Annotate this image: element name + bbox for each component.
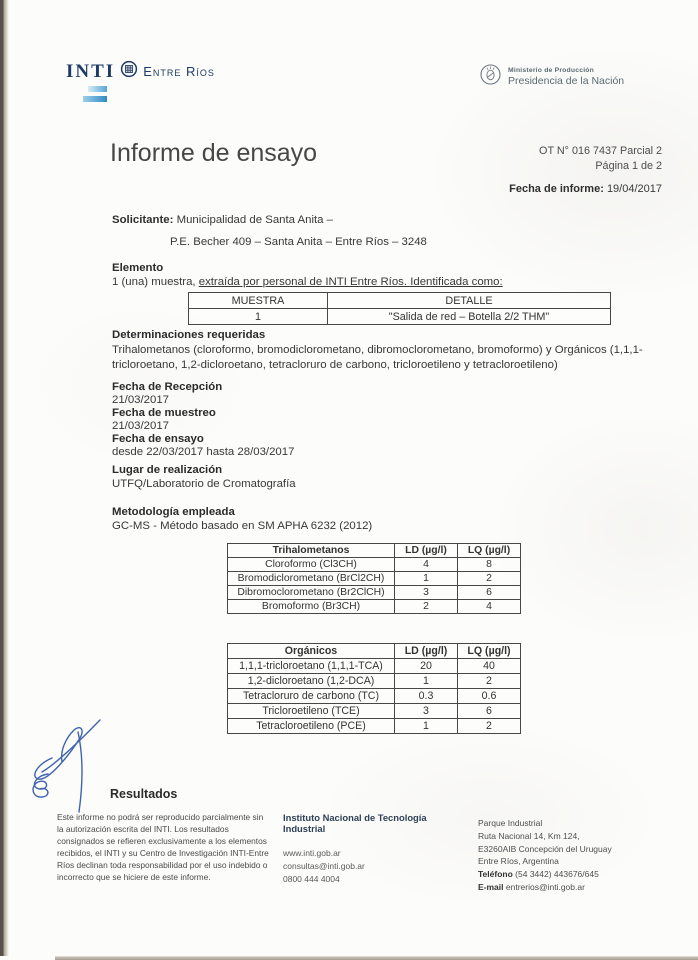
determinaciones-text: Trihalometanos (cloroformo, bromodiclorometano, dibromoclorometano, bromoformo) y Orgánicos (1,1,1-tricloroetano, 1,2-dicloroetano, tetracloruro de carbono, tricloroetileno y tetracloroetileno): [112, 344, 643, 371]
table-row: [228, 704, 521, 719]
table-row: [228, 689, 521, 704]
footer-org-block: [283, 812, 463, 887]
elemento-text: 1 (una) muestra, extraída por personal de INTI Entre Ríos. Identificada como:: [112, 276, 503, 288]
ministry-block: [479, 63, 624, 91]
table-cell: 1: [395, 719, 458, 734]
fecha-muestreo-label: Fecha de muestreo: [112, 407, 216, 419]
table-header-cell: MUESTRA: [189, 293, 328, 309]
fecha-recepcion-label: Fecha de Recepción: [112, 381, 223, 393]
table-header-row: [228, 544, 521, 558]
organicos-table: [227, 643, 521, 734]
footer-address-block: [478, 817, 678, 894]
table-row: [228, 659, 521, 674]
table-cell: 2: [458, 674, 521, 689]
footer-disclaimer: Este informe no podrá ser reproducido parcialmente sin la autorización escrita del INTI. Los resultados consignados se refieren exclusivamente a los elementos recibidos, el INTI y su Centro de Investigación INTI-Entre Ríos declinan toda responsabilidad por el uso indebido o incorrecto que se hiciere de este informe.: [57, 812, 269, 882]
fecha-ensayo-label: Fecha de ensayo: [112, 433, 204, 445]
fecha-muestreo-value: 21/03/2017: [112, 420, 170, 432]
footer-phone: Teléfono (54 3442) 443676/645: [478, 869, 599, 879]
report-date-value: 19/04/2017: [606, 183, 662, 195]
table-cell: 3: [395, 704, 458, 719]
table-cell: 2: [395, 600, 458, 614]
ministry-line1: Ministerio de Producción: [508, 67, 594, 74]
table-header-cell: LQ (µg/l): [458, 644, 521, 659]
table-row: [228, 719, 521, 734]
footer-website: www.inti.gob.ar: [283, 848, 341, 858]
footer-email: E-mail entrerios@inti.gob.ar: [478, 881, 585, 892]
table-cell: 1: [395, 572, 458, 586]
table-row: [228, 558, 521, 572]
table-cell: Bromodiclorometano (BrCl2CH): [228, 572, 395, 586]
page-title: Informe de ensayo: [110, 139, 318, 167]
fecha-recepcion-value: 21/03/2017: [112, 394, 170, 406]
solicitante-line1: Solicitante: Municipalidad de Santa Anita –: [112, 214, 333, 226]
table-cell: Dibromoclorometano (Br2ClCH): [228, 586, 395, 600]
footer-phone-general: 0800 444 4004: [283, 874, 340, 885]
table-cell: 2: [458, 719, 521, 734]
table-cell: 4: [395, 558, 458, 572]
table-cell: Tricloroetileno (TCE): [228, 704, 395, 719]
table-header-row: [189, 293, 611, 309]
table-cell: 1,1,1-tricloroetano (1,1,1-TCA): [228, 659, 395, 674]
logo-bar-bottom: [83, 96, 107, 102]
metodologia-heading: Metodología empleada: [112, 506, 235, 518]
page-number: Página 1 de 2: [595, 159, 662, 172]
scan-edge-bottom: [55, 956, 698, 960]
footer-address-line: Ruta Nacional 14, Km 124,: [478, 830, 580, 841]
table-cell: 0.6: [458, 689, 521, 704]
table-header-cell: Orgánicos: [228, 644, 395, 659]
resultados-heading: Resultados: [110, 787, 178, 801]
table-cell: 1: [189, 309, 328, 325]
footer-address-line: Entre Ríos, Argentina: [478, 856, 559, 867]
muestra-table: [188, 292, 611, 325]
table-cell: Tetracloruro de carbono (TC): [228, 689, 395, 704]
logo-bar-top: [88, 86, 107, 92]
table-header-row: [228, 644, 521, 659]
table-cell: 40: [458, 659, 521, 674]
table-cell: 0.3: [395, 689, 458, 704]
ministry-line2: Presidencia de la Nación: [508, 75, 625, 87]
fecha-ensayo-value: desde 22/03/2017 hasta 28/03/2017: [112, 446, 295, 458]
table-cell: "Salida de red – Botella 2/2 THM": [328, 309, 611, 325]
table-cell: 20: [395, 659, 458, 674]
metodologia-value: GC-MS - Método basado en SM APHA 6232 (2012): [112, 520, 373, 532]
footer-org-name: Instituto Nacional de Tecnología Industrial: [283, 812, 427, 834]
footer-address-line: E3260AIB Concepción del Uruguay: [478, 843, 612, 854]
table-cell: 6: [458, 704, 521, 719]
report-date: [509, 183, 662, 195]
inti-region-text: Entre Ríos: [143, 64, 215, 79]
table-row: [228, 674, 521, 689]
elemento-heading: Elemento: [112, 262, 164, 274]
report-date-label: Fecha de informe:: [509, 183, 604, 195]
table-cell: 1: [395, 674, 458, 689]
table-cell: 8: [458, 558, 521, 572]
table-header-cell: DETALLE: [328, 293, 611, 309]
table-cell: Bromoformo (Br3CH): [228, 600, 395, 614]
table-cell: 1,2-dicloroetano (1,2-DCA): [228, 674, 395, 689]
inti-grid-icon: [120, 60, 138, 83]
table-cell: 2: [458, 572, 521, 586]
scan-edge-left: [0, 0, 9, 956]
solicitante-line2: P.E. Becher 409 – Santa Anita – Entre Ríos – 3248: [170, 236, 427, 248]
ministry-seal-icon: [479, 63, 502, 91]
ot-number: OT N° 016 7437 Parcial 2: [539, 145, 662, 157]
table-cell: Tetracloroetileno (PCE): [228, 719, 395, 734]
table-header-cell: LD (µg/l): [395, 544, 458, 558]
footer-address-line: Parque Industrial: [478, 818, 543, 828]
footer-email-general: consultas@inti.gob.ar: [283, 861, 365, 872]
table-cell: Cloroformo (Cl3CH): [228, 558, 395, 572]
table-row: [228, 600, 521, 614]
trihalometanos-table: [227, 543, 521, 614]
table-row: [189, 309, 611, 325]
ot-block: [539, 144, 662, 173]
table-cell: 6: [458, 586, 521, 600]
lugar-heading: Lugar de realización: [112, 464, 223, 476]
table-row: [228, 586, 521, 600]
table-row: [228, 572, 521, 586]
table-cell: 3: [395, 586, 458, 600]
inti-logo-text: INTI: [66, 60, 116, 82]
signature-scribble-icon: [22, 716, 142, 821]
table-cell: 4: [458, 600, 521, 614]
table-header-cell: LD (µg/l): [395, 644, 458, 659]
table-header-cell: Trihalometanos: [228, 544, 395, 558]
inti-logo: [66, 60, 215, 83]
table-header-cell: LQ (µg/l): [458, 544, 521, 558]
solicitante-label: Solicitante:: [112, 214, 174, 226]
determinaciones-heading: Determinaciones requeridas: [112, 329, 266, 341]
lugar-value: UTFQ/Laboratorio de Cromatografía: [112, 478, 296, 490]
